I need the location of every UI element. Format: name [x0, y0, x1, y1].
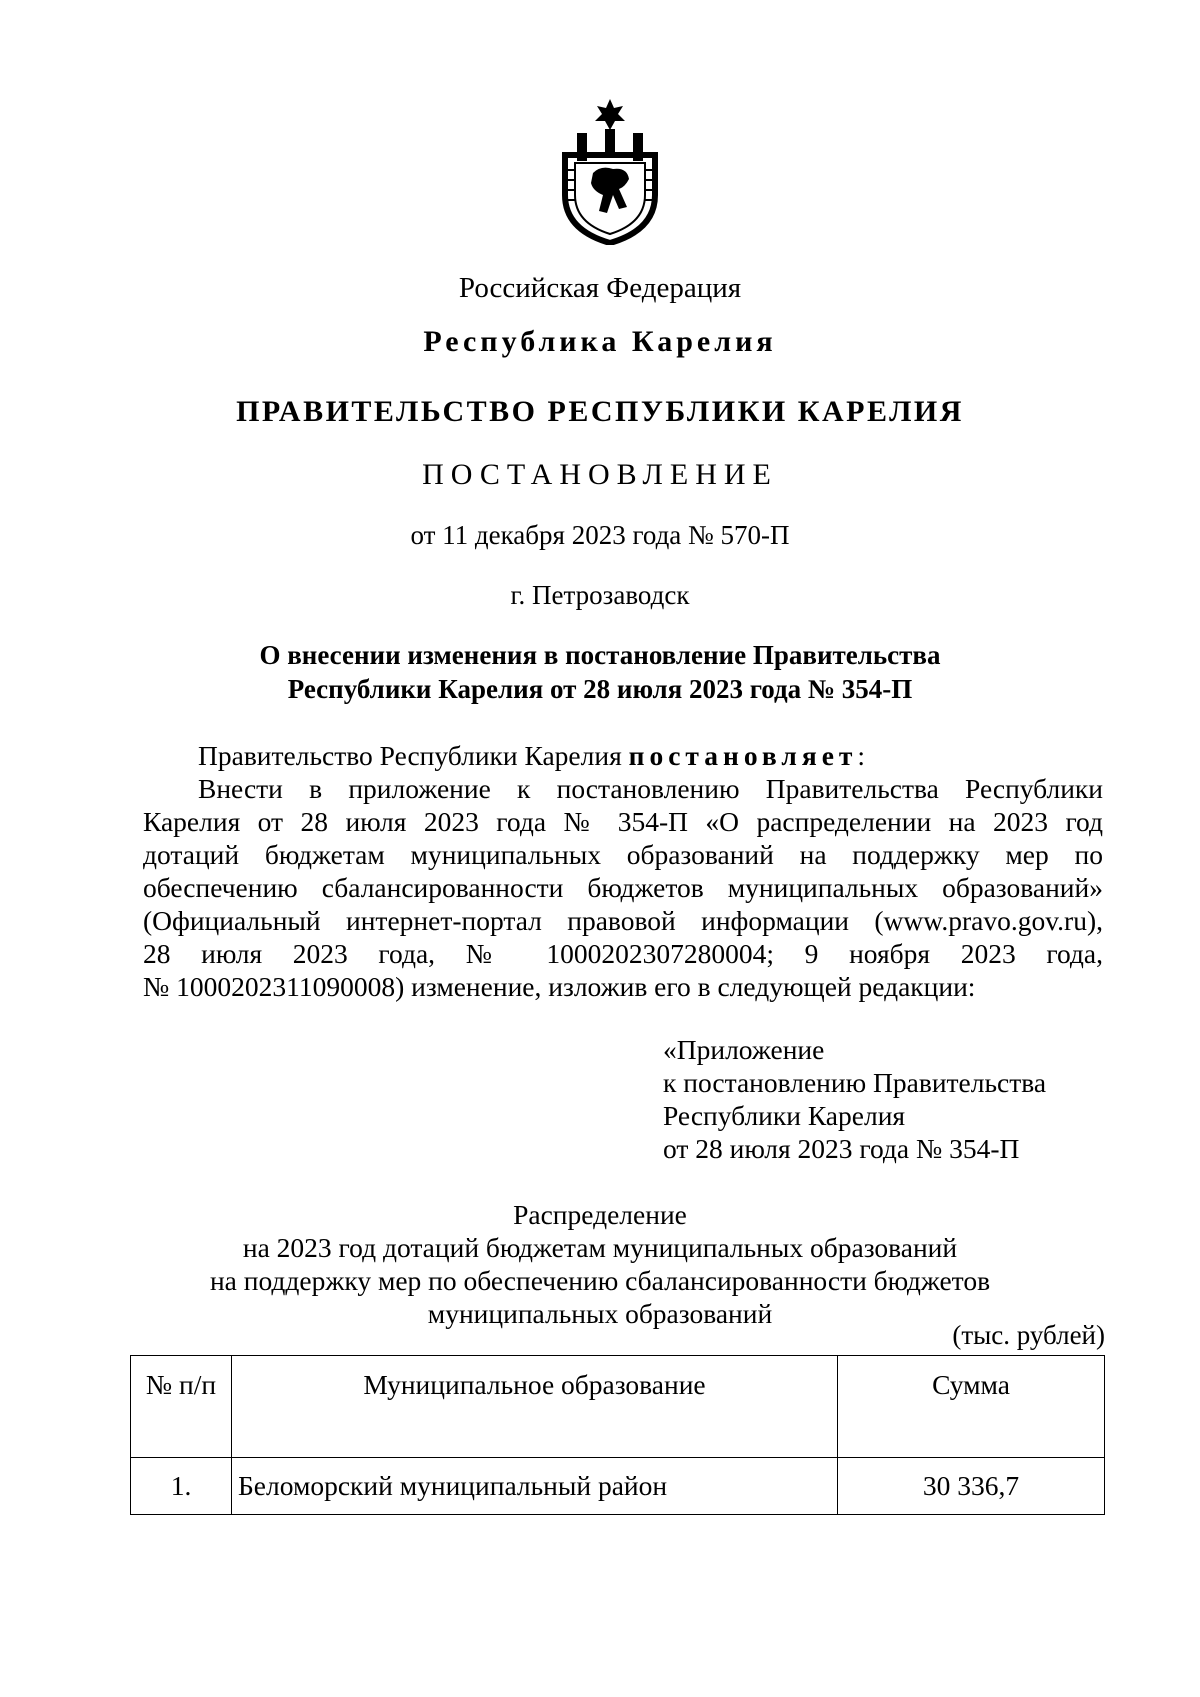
distribution-line-1: Распределение [513, 1199, 687, 1230]
country-name: Российская Федерация [458, 272, 742, 304]
republic-name: Республика Карелия [423, 325, 777, 358]
intro-verb: постановляет [628, 740, 858, 771]
karelia-coat-of-arms-icon [555, 95, 665, 245]
intro-prefix: Правительство Республики Карелия [198, 740, 622, 771]
body-line-7: № 1000202311090008) изменение, изложив его в следующей редакции: [143, 971, 976, 1002]
appendix-line-2: к постановлению Правительства [663, 1067, 1047, 1098]
units-label: (тыс. рублей) [952, 1320, 1105, 1350]
distribution-heading [0, 1198, 1200, 1330]
body-line-5: (Официальный интернет-портал правовой информации (www.pravo.gov.ru), [143, 905, 1103, 936]
appendix-line-3: Республики Карелия [663, 1100, 906, 1131]
header-sum: Сумма [838, 1356, 1105, 1458]
intro-paragraph [143, 739, 1103, 772]
document-type: ПОСТАНОВЛЕНИЕ [422, 458, 778, 491]
cell-sum: 30 336,7 [838, 1458, 1105, 1515]
title-line-1: О внесении изменения в постановление Правительства [259, 640, 941, 670]
body-line-3: дотаций бюджетам муниципальных образований на поддержку мер по [143, 839, 1103, 870]
appendix-reference [663, 1033, 1046, 1165]
distribution-line-4: муниципальных образований [427, 1298, 773, 1329]
body-line-1: Внести в приложение к постановлению Правительства Республики [198, 773, 1103, 804]
distribution-table [130, 1355, 1105, 1515]
body-line-6: 28 июля 2023 года, № 1000202307280004; 9 ноября 2023 года, [143, 938, 1103, 969]
appendix-line-1: «Приложение [663, 1034, 825, 1065]
cell-name: Беломорский муниципальный район [232, 1458, 838, 1515]
intro-suffix: : [857, 740, 866, 771]
government-name: ПРАВИТЕЛЬСТВО РЕСПУБЛИКИ КАРЕЛИЯ [236, 395, 964, 428]
table-row [131, 1458, 1105, 1515]
distribution-line-3: на поддержку мер по обеспечению сбалансированности бюджетов [209, 1265, 991, 1296]
appendix-line-4: от 28 июля 2023 года № 354-П [663, 1133, 1020, 1164]
document-body [143, 739, 1103, 1003]
title-line-2: Республики Карелия от 28 июля 2023 года № 354-П [287, 674, 913, 704]
header-num: № п/п [131, 1356, 232, 1458]
document-title [0, 638, 1200, 706]
distribution-line-2: на 2023 год дотаций бюджетам муниципальных образований [242, 1232, 958, 1263]
document-city: г. Петрозаводск [510, 580, 690, 610]
body-line-4: обеспечению сбалансированности бюджетов муниципальных образований» [143, 872, 1103, 903]
document-date-number: от 11 декабря 2023 года № 570-П [410, 520, 790, 550]
cell-num: 1. [131, 1458, 232, 1515]
body-line-2: Карелия от 28 июля 2023 года № 354-П «О распределении на 2023 год [143, 806, 1103, 837]
header-name: Муниципальное образование [232, 1356, 838, 1458]
table-header-row [131, 1356, 1105, 1458]
